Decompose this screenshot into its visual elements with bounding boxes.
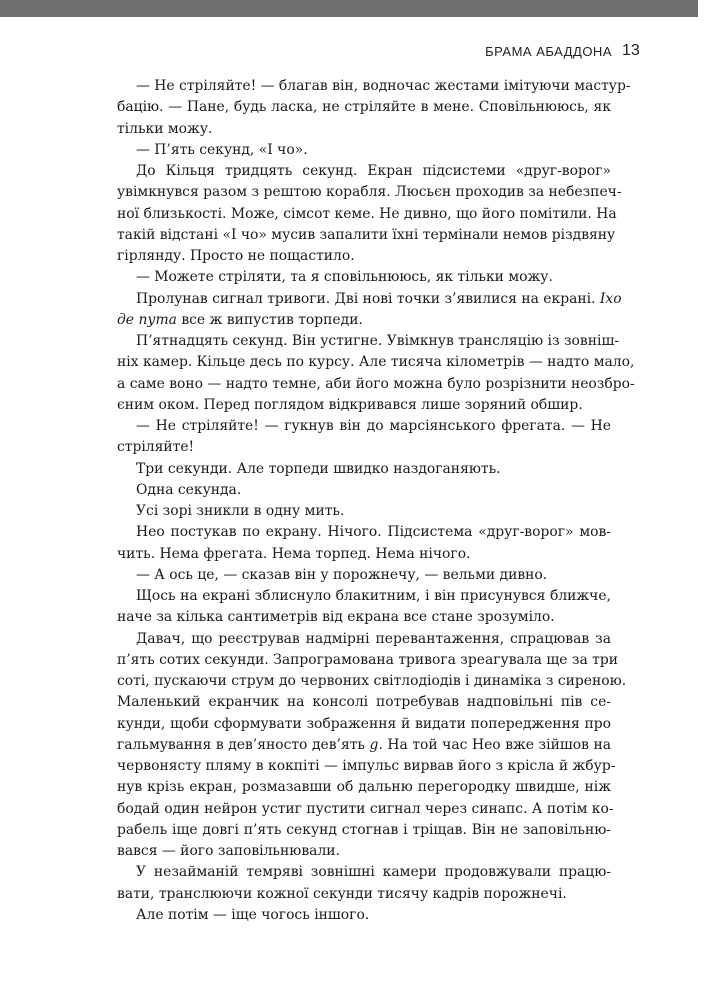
running-head: БРАМА АБАДДОНА — [485, 44, 612, 59]
text-run: Пролунав сигнал тривоги. Дві нові точки з’явилися на екрані. — [136, 290, 600, 307]
text-line: — Можете стріляти, та я сповільнююсь, як тільки можу. — [136, 269, 553, 286]
text-line — [117, 310, 611, 331]
text-line: У незайманій темряві зовнішні камери продовжували працю- — [136, 864, 611, 881]
text-line: — Не стріляйте! — благав він, водночас жестами імітуючи мастур- — [136, 78, 631, 94]
text-line: До Кільця тридцять секунд. Екран підсистеми «друг-ворог» — [136, 163, 611, 179]
page-number: 13 — [622, 42, 640, 59]
text-run: . На той час Нео вже зійшов на — [378, 736, 612, 753]
text-line: вати, транслюючи кожної секунди тисячу кадрів порожнечі. — [117, 885, 567, 902]
text-line — [117, 735, 611, 756]
text-run: все ж випустив торпеди. — [176, 311, 363, 328]
text-line: а саме воно — надто темне, аби його можна було розрізнити неозбро- — [117, 375, 635, 392]
text-line: кунди, щоби сформувати зображення й видати попередження про — [117, 715, 611, 732]
text-line: бацію. — Пане, будь ласка, не стріляйте в мене. Сповільнююсь, як — [117, 99, 611, 116]
text-line: такій відстані «І чо» мусив запалити їхні термінали немов різдвяну — [117, 226, 616, 243]
text-line: Але потім — іще чогось іншого. — [136, 906, 370, 923]
text-line: Одна секунда. — [136, 481, 242, 498]
text-line: соті, пускаючи струм до червоних світлодіодів і динаміка з сиреною. — [117, 673, 627, 689]
text-line: Давач, що реєстрував надмірні перевантаження, спрацював за — [136, 630, 611, 647]
text-line: п’ять сотих секунди. Запрограмована тривога зреагувала ще за три — [117, 651, 619, 668]
text-line: рабель іще довгі п’ять секунд стогнав і тріщав. Він не заповільню- — [117, 821, 611, 838]
text-line: Щось на екрані зблиснуло блакитним, і він присунувся ближче, — [136, 588, 611, 604]
text-line: єним оком. Перед поглядом відкривався лише зоряний обшир. — [117, 396, 583, 413]
text-line: — П’ять секунд, «І чо». — [136, 141, 308, 158]
text-line: — Не стріляйте! — гукнув він до марсіянського фрегата. — Не — [136, 418, 611, 434]
text-line: увімкнувся разом з рештою корабля. Люсьєн проходив за небезпеч- — [117, 184, 622, 201]
text-line: бодай один нейрон устиг пустити сигнал через синапс. А потім ко- — [117, 800, 614, 817]
text-line: стріляйте! — [117, 439, 195, 456]
text-line: ної близькості. Може, сімсот кеме. Не дивно, що його помітили. На — [117, 205, 617, 222]
text-line: чить. Нема фрегата. Нема торпед. Нема нічого. — [117, 545, 471, 562]
text-line: ніх камер. Кільце десь по курсу. Але тисяча кілометрів — надто мало, — [117, 354, 635, 371]
italic-run: де пута — [117, 311, 177, 328]
text-line: — А ось це, — сказав він у порожнечу, — вельми дивно. — [136, 566, 548, 583]
italic-run: Іхо — [599, 290, 622, 307]
italic-run: g — [369, 736, 379, 753]
body-text — [117, 76, 635, 926]
text-run: гальмування в дев’яносто дев’ять — [117, 736, 370, 753]
text-line: гірлянду. Просто не пощастило. — [117, 248, 355, 264]
text-line — [117, 289, 622, 310]
text-line: Нео постукав по екрану. Нічого. Підсистема «друг-ворог» мов- — [136, 524, 611, 541]
text-line: Усі зорі зникли в одну мить. — [136, 503, 345, 519]
text-line: наче за кілька сантиметрів від екрана все стане зрозуміло. — [117, 609, 555, 626]
text-line: тільки можу. — [117, 120, 213, 137]
text-line: Три секунди. Але торпеди швидко наздоганяють. — [136, 460, 501, 477]
text-line: вався — його заповільнювали. — [117, 843, 340, 859]
text-line: нув крізь екран, розмазавши об дальню перегородку швидше, ніж — [117, 779, 611, 796]
top-scan-bar — [0, 0, 698, 17]
text-line: Маленький екранчик на консолі потребував надповільні пів се- — [117, 694, 611, 711]
text-line: червоняcту пляму в кокпіті — імпульс вирвав його з крісла й жбур- — [117, 758, 616, 774]
text-line: П’ятнадцять секунд. Він устигне. Увімкнув трансляцію із зовніш- — [136, 333, 620, 349]
